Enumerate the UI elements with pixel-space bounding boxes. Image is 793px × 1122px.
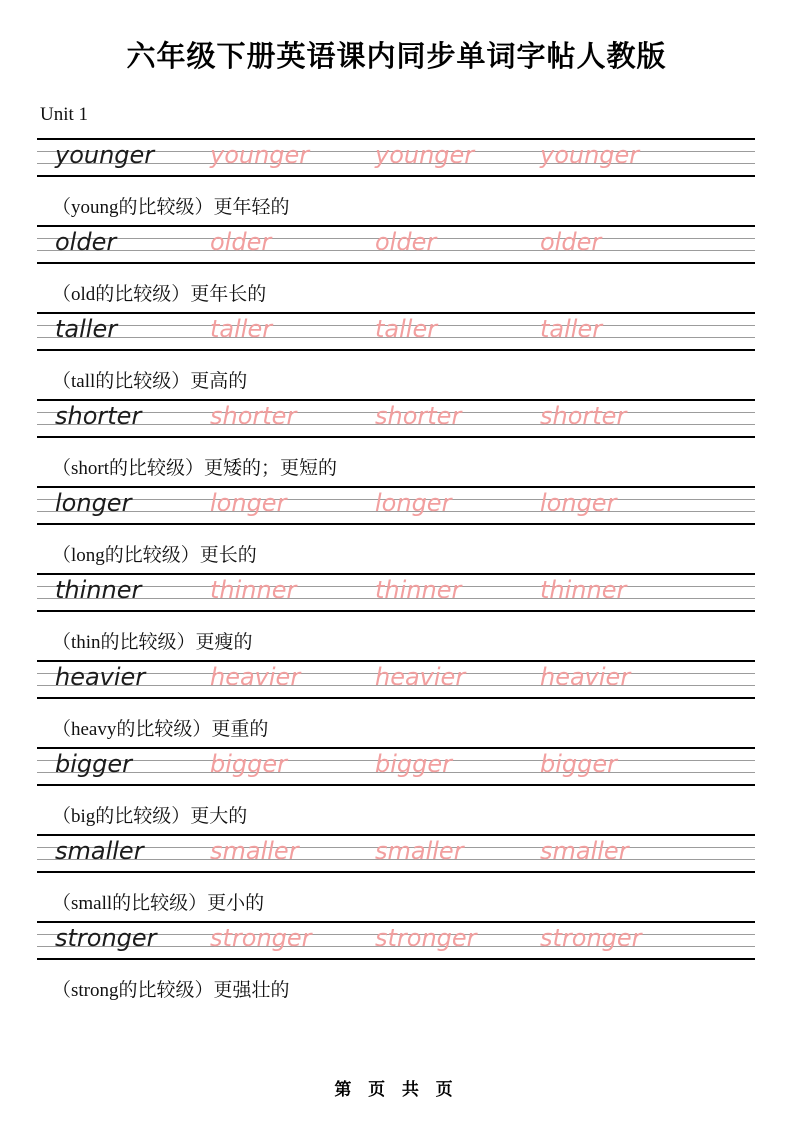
word-entry [0,921,793,1008]
word-entry [0,399,793,486]
word-entry [0,486,793,573]
word-definition: （strong的比较级）更强壮的 [52,980,290,1001]
practice-staff [37,921,755,960]
staff-line-bottom [37,958,755,960]
word-entry [0,834,793,921]
practice-staff [37,834,755,873]
word-trace-3: shorter [540,402,627,430]
word-sample: bigger [55,750,133,778]
word-entry [0,138,793,225]
word-sample: older [55,228,117,256]
staff-line-bottom [37,523,755,525]
word-trace-2: taller [375,315,438,343]
word-trace-2: smaller [375,837,464,865]
word-trace-1: taller [210,315,273,343]
word-trace-3: taller [540,315,603,343]
word-trace-1: bigger [210,750,288,778]
practice-staff [37,225,755,264]
word-trace-3: longer [540,489,617,517]
staff-line-bottom [37,436,755,438]
word-sample: smaller [55,837,144,865]
word-definition: （short的比较级）更矮的；更短的 [52,458,338,479]
word-definition: （thin的比较级）更瘦的 [52,632,253,653]
word-trace-2: older [375,228,437,256]
word-trace-3: heavier [540,663,631,691]
staff-line-bottom [37,175,755,177]
word-trace-1: heavier [210,663,301,691]
word-trace-1: shorter [210,402,297,430]
word-definition: （small的比较级）更小的 [52,893,265,914]
word-definition: （long的比较级）更长的 [52,545,257,566]
word-trace-3: older [540,228,602,256]
word-entry [0,225,793,312]
word-entry [0,660,793,747]
staff-line-bottom [37,784,755,786]
word-trace-1: older [210,228,272,256]
word-sample: thinner [55,576,142,604]
page-title: 六年级下册英语课内同步单词字帖人教版 [126,41,667,73]
word-trace-2: shorter [375,402,462,430]
word-sample: longer [55,489,132,517]
word-definition: （heavy的比较级）更重的 [52,719,269,740]
word-trace-1: younger [210,141,310,169]
staff-line-bottom [37,349,755,351]
word-trace-3: bigger [540,750,618,778]
practice-staff [37,138,755,177]
word-trace-2: thinner [375,576,462,604]
word-sample: heavier [55,663,146,691]
word-sample: younger [55,141,155,169]
word-trace-3: stronger [540,924,642,952]
word-definition: （tall的比较级）更高的 [52,371,248,392]
word-trace-3: thinner [540,576,627,604]
staff-line-bottom [37,871,755,873]
word-definition: （young的比较级）更年轻的 [52,197,290,218]
practice-staff [37,312,755,351]
word-trace-3: younger [540,141,640,169]
word-definition: （old的比较级）更年长的 [52,284,267,305]
unit-label: Unit 1 [40,104,89,125]
practice-staff [37,660,755,699]
word-trace-1: stronger [210,924,312,952]
practice-staff [37,573,755,612]
word-trace-1: smaller [210,837,299,865]
word-trace-2: younger [375,141,475,169]
word-trace-1: thinner [210,576,297,604]
word-sample: stronger [55,924,157,952]
word-entry [0,573,793,660]
practice-staff [37,399,755,438]
staff-line-bottom [37,610,755,612]
word-trace-2: longer [375,489,452,517]
word-trace-2: heavier [375,663,466,691]
word-sample: taller [55,315,118,343]
word-entry-list [0,138,793,1008]
word-sample: shorter [55,402,142,430]
word-trace-2: bigger [375,750,453,778]
word-trace-3: smaller [540,837,629,865]
page-footer: 第 页 共 页 [334,1080,459,1099]
word-trace-1: longer [210,489,287,517]
practice-staff [37,486,755,525]
word-trace-2: stronger [375,924,477,952]
staff-line-bottom [37,697,755,699]
staff-line-bottom [37,262,755,264]
word-entry [0,312,793,399]
word-entry [0,747,793,834]
practice-staff [37,747,755,786]
word-definition: （big的比较级）更大的 [52,806,248,827]
